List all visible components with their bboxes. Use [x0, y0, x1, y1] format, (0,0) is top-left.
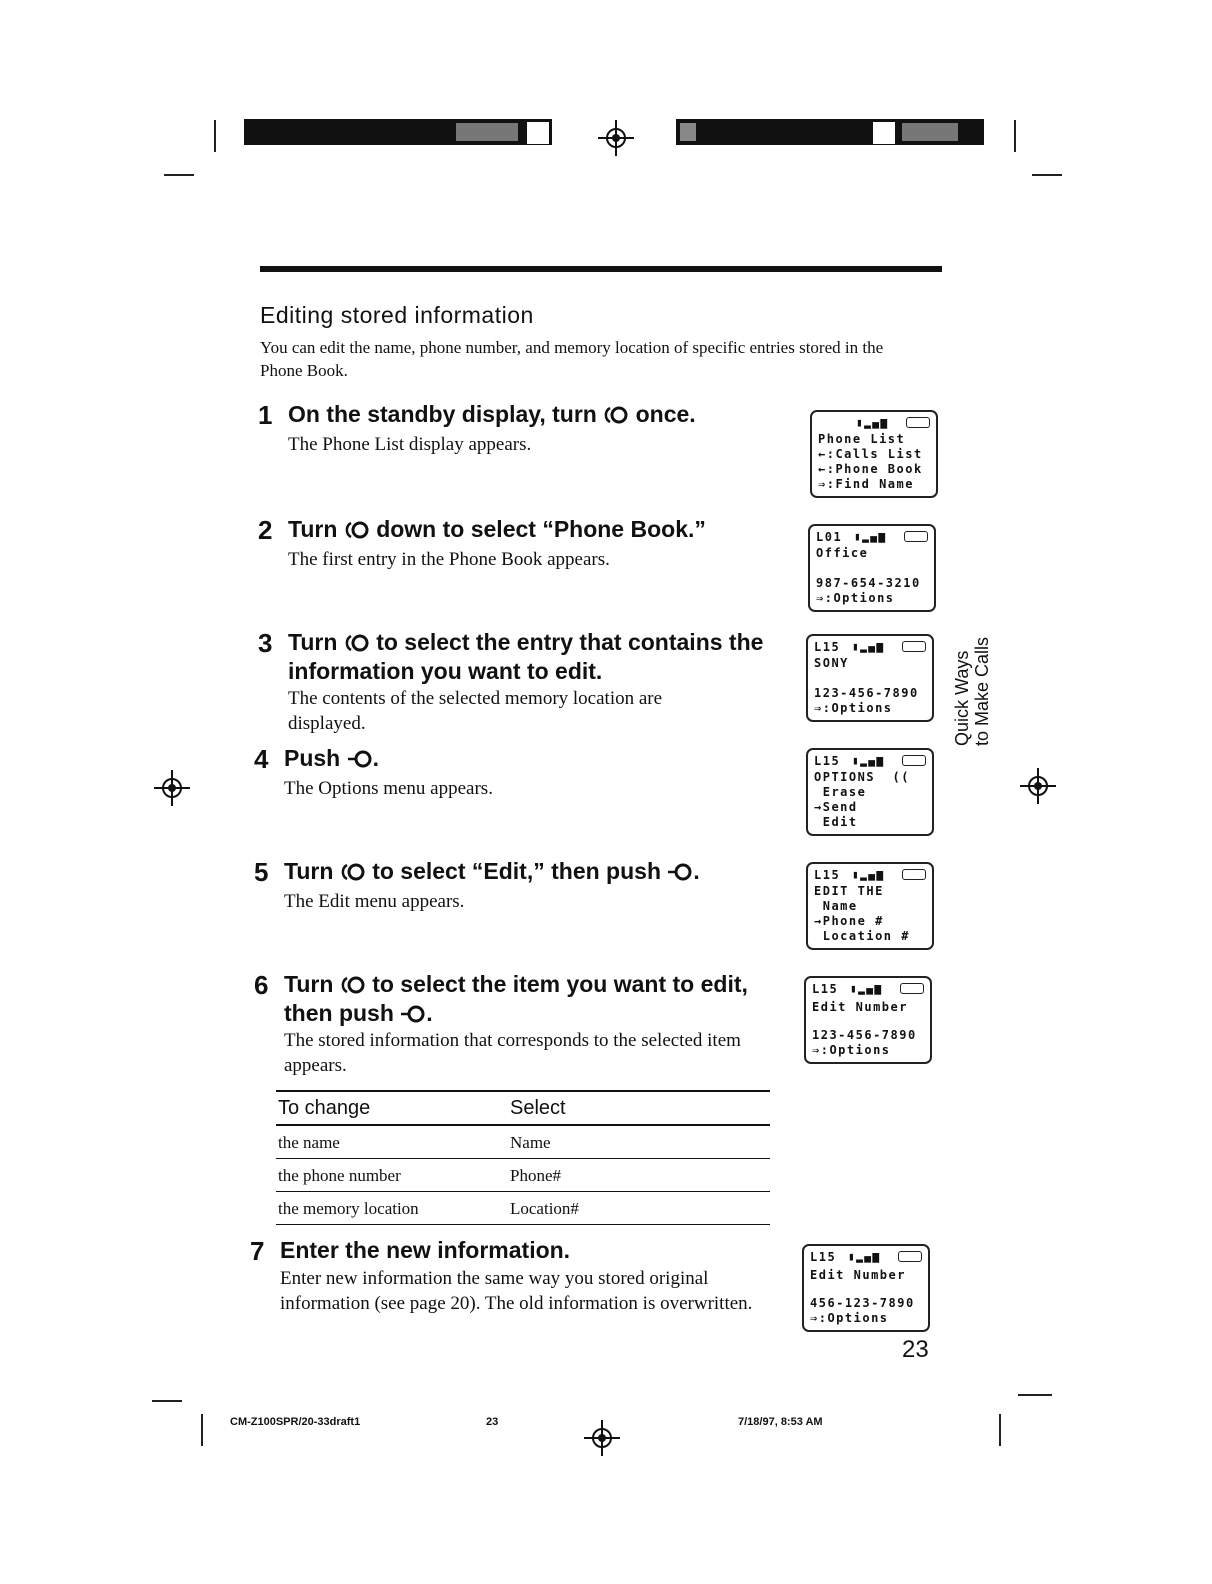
registration-mark-icon	[582, 1418, 622, 1458]
step-number: 1	[258, 400, 273, 430]
crop-mark	[152, 1400, 182, 1402]
registration-mark-icon	[152, 768, 192, 808]
signal-icon: ▮▂▄▆	[848, 1250, 881, 1263]
intro-paragraph: You can edit the name, phone number, and memory location of specific entries stored in the Phone Book.	[260, 338, 884, 380]
table-row	[276, 1192, 770, 1225]
step-heading: Turn to select the item you want to edit, then push .	[284, 971, 748, 1026]
lcd-line: Erase	[814, 785, 867, 799]
crop-mark	[214, 120, 216, 152]
lcd-line: Edit	[814, 815, 858, 829]
table-cell: Phone#	[508, 1159, 770, 1192]
step-description: The Edit menu appears.	[284, 891, 465, 912]
lcd-line: Phone List	[818, 432, 906, 446]
lcd-line: ⇒:Find Name	[818, 477, 914, 491]
lcd-display-options	[806, 748, 934, 836]
footer-page: 23	[486, 1416, 499, 1428]
battery-icon	[902, 755, 926, 766]
signal-icon: ▮▂▄▆	[852, 640, 885, 653]
step-heading: Enter the new information.	[280, 1237, 571, 1263]
step-description: Enter new information the same way you stored original information (see page 20). The old information is overwritten.	[280, 1268, 753, 1314]
table-header-row	[276, 1091, 770, 1125]
crop-mark	[1032, 174, 1062, 176]
step-description: The first entry in the Phone Book appears.	[288, 549, 610, 570]
jog-dial-turn-icon	[603, 405, 629, 425]
lcd-line: ⇒:Options	[812, 1043, 891, 1057]
color-bar	[244, 119, 552, 145]
step-heading: Turn to select the entry that contains the information you want to edit.	[288, 629, 764, 684]
crop-mark	[1014, 120, 1016, 152]
lcd-line: 123-456-7890	[812, 1028, 917, 1042]
lcd-status: L15	[814, 640, 841, 654]
lcd-line: ⇒:Options	[816, 591, 895, 605]
step-description: The stored information that corresponds to the selected item appears.	[284, 1030, 741, 1076]
lcd-line: →Send	[814, 800, 858, 814]
lcd-line: OPTIONS ((	[814, 770, 910, 784]
lcd-line: Location #	[814, 929, 910, 943]
step-description: The contents of the selected memory location are displayed.	[288, 688, 663, 734]
section-side-tab	[952, 616, 992, 746]
step-number: 5	[254, 857, 269, 887]
lcd-status: L01	[816, 530, 843, 544]
signal-icon: ▮▂▄▆	[854, 530, 887, 543]
lcd-line: Office	[816, 546, 869, 560]
footer-timestamp: 7/18/97, 8:53 AM	[738, 1416, 823, 1428]
battery-icon	[906, 417, 930, 428]
crop-mark	[164, 174, 194, 176]
crop-mark	[999, 1414, 1001, 1446]
table-cell: Location#	[508, 1192, 770, 1225]
step-heading: Turn down to select “Phone Book.”	[288, 516, 706, 542]
signal-icon: ▮▂▄▆	[856, 416, 889, 429]
lcd-display-entry	[806, 634, 934, 722]
table-cell: the memory location	[276, 1192, 508, 1225]
step-number: 3	[258, 628, 273, 658]
lcd-status: L15	[814, 754, 841, 768]
lcd-display-edit-menu	[806, 862, 934, 950]
jog-dial-turn-icon	[344, 520, 370, 540]
lcd-line: EDIT THE	[814, 884, 884, 898]
lcd-line: Edit Number	[812, 1000, 908, 1014]
jog-dial-turn-icon	[340, 862, 366, 882]
section-title: Editing stored information	[260, 302, 534, 328]
side-tab-line: to Make Calls	[972, 636, 992, 746]
battery-icon	[900, 983, 924, 994]
registration-mark-icon	[1018, 766, 1058, 806]
lcd-line: ⇒:Options	[814, 701, 893, 715]
color-bar	[676, 119, 984, 145]
lcd-line: 456-123-7890	[810, 1296, 915, 1310]
battery-icon	[898, 1251, 922, 1262]
side-tab-line: Quick Ways	[952, 650, 972, 746]
lcd-status: L15	[810, 1250, 837, 1264]
crop-mark	[201, 1414, 203, 1446]
registration-mark-icon	[596, 118, 636, 158]
step-heading: Turn to select “Edit,” then push .	[284, 858, 700, 884]
table-header: Select	[508, 1091, 770, 1125]
section-rule	[260, 266, 942, 272]
step-number: 2	[258, 515, 273, 545]
signal-icon: ▮▂▄▆	[850, 982, 883, 995]
battery-icon	[902, 641, 926, 652]
signal-icon: ▮▂▄▆	[852, 754, 885, 767]
table-row	[276, 1159, 770, 1192]
step-number: 6	[254, 970, 269, 1000]
lcd-line: Name	[814, 899, 858, 913]
jog-dial-push-icon	[400, 1004, 426, 1024]
table-header: To change	[276, 1091, 508, 1125]
step-number: 7	[250, 1236, 265, 1266]
step-heading: Push .	[284, 745, 380, 771]
jog-dial-push-icon	[667, 862, 693, 882]
lcd-line: ⇒:Options	[810, 1311, 889, 1325]
lcd-display-edit-number	[804, 976, 932, 1064]
step-description: The Phone List display appears.	[288, 434, 532, 455]
lcd-line: Edit Number	[810, 1268, 906, 1282]
step-heading: On the standby display, turn once.	[288, 401, 696, 427]
lcd-line: 123-456-7890	[814, 686, 919, 700]
lcd-display-phone-list	[810, 410, 938, 498]
battery-icon	[902, 869, 926, 880]
lcd-line: SONY	[814, 656, 849, 670]
signal-icon: ▮▂▄▆	[852, 868, 885, 881]
lcd-line: ←:Calls List	[818, 447, 923, 461]
jog-dial-push-icon	[347, 749, 373, 769]
table-cell: the phone number	[276, 1159, 508, 1192]
step-description: The Options menu appears.	[284, 778, 493, 799]
step-number: 4	[254, 744, 269, 774]
table-row	[276, 1125, 770, 1159]
lcd-line: →Phone #	[814, 914, 884, 928]
crop-mark	[1018, 1394, 1052, 1396]
jog-dial-turn-icon	[344, 633, 370, 653]
footer-doc-id: CM-Z100SPR/20-33draft1	[230, 1416, 361, 1428]
page-number: 23	[902, 1336, 929, 1363]
table-cell: Name	[508, 1125, 770, 1159]
battery-icon	[904, 531, 928, 542]
lcd-line: 987-654-3210	[816, 576, 921, 590]
lcd-line: ←:Phone Book	[818, 462, 923, 476]
lcd-status: L15	[812, 982, 839, 996]
lcd-status: L15	[814, 868, 841, 882]
lcd-display-new-number	[802, 1244, 930, 1332]
jog-dial-turn-icon	[340, 975, 366, 995]
lcd-display-phone-book	[808, 524, 936, 612]
change-table	[276, 1090, 770, 1225]
table-cell: the name	[276, 1125, 508, 1159]
